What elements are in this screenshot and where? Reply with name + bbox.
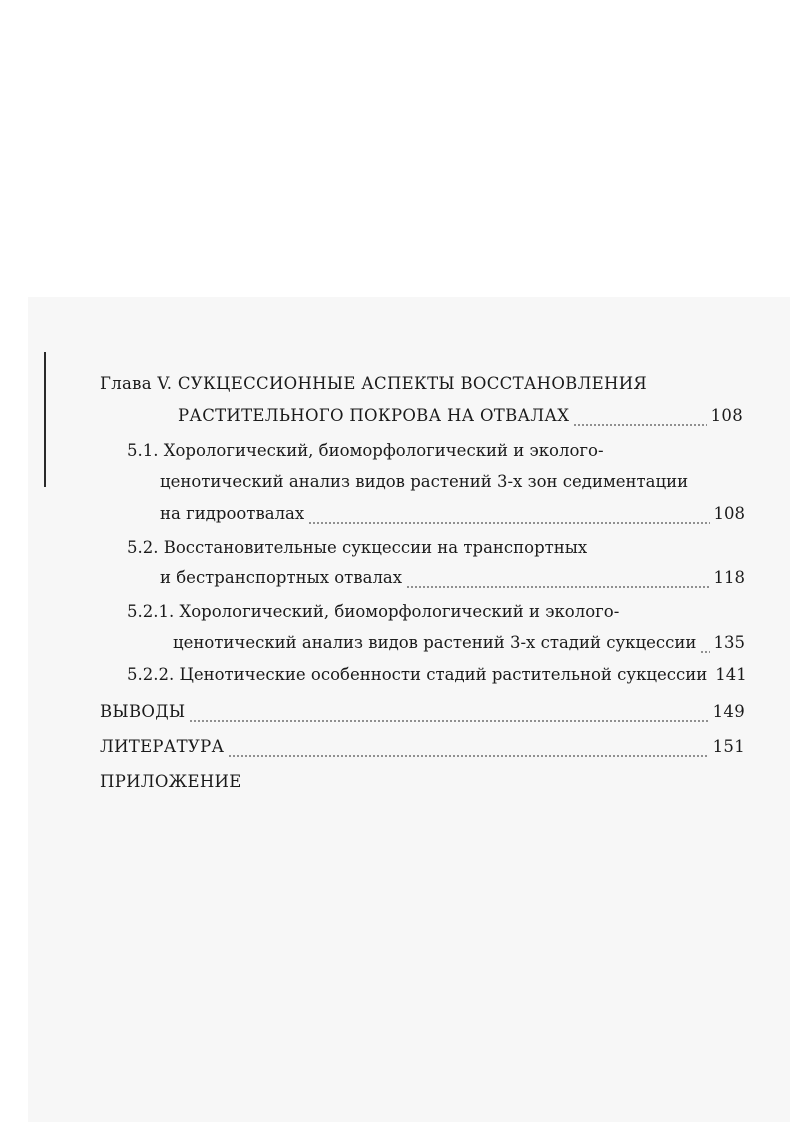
page-number: 108: [713, 504, 745, 523]
section-5-2-1-line1: 5.2.1. Хорологический, биоморфологический и эколого-: [127, 602, 620, 621]
literature-label: ЛИТЕРАТУРА: [100, 737, 225, 756]
page-number: 108: [710, 406, 743, 425]
toc-entry-5-1[interactable]: [160, 503, 745, 525]
page-number: 151: [712, 737, 745, 756]
toc-entry-chapter5[interactable]: [178, 405, 743, 427]
page-number: 135: [713, 633, 745, 652]
toc-entry-5-2[interactable]: [160, 567, 745, 589]
toc-entry-5-2-1[interactable]: [173, 632, 745, 654]
toc-entry-literature[interactable]: [100, 736, 745, 758]
dot-leader: [308, 519, 709, 525]
section-5-1-line2: ценотический анализ видов растений 3-х зон седиментации: [160, 472, 689, 491]
section-5-2-line2: и бестранспортных отвалах: [160, 568, 403, 587]
page-number: 149: [712, 702, 745, 721]
page-number: 118: [713, 568, 745, 587]
section-5-2-line1: 5.2. Восстановительные сукцессии на транспортных: [127, 538, 588, 557]
dot-leader: [189, 717, 708, 723]
toc-entry-conclusions[interactable]: [100, 701, 745, 723]
section-5-1-line3: на гидроотвалах: [160, 504, 305, 523]
section-5-2-2-line1: 5.2.2. Ценотические особенности стадий растительной сукцессии: [127, 665, 708, 684]
scan-margin-mark: [44, 352, 46, 487]
chapter-heading-line2: РАСТИТЕЛЬНОГО ПОКРОВА НА ОТВАЛАХ: [178, 406, 570, 425]
section-5-1-line1: 5.1. Хорологический, биоморфологический и эколого-: [127, 441, 604, 460]
chapter-heading-line1: Глава V. СУКЦЕССИОННЫЕ АСПЕКТЫ ВОССТАНОВЛЕНИЯ: [100, 374, 648, 393]
page-number: 141: [715, 665, 747, 684]
dot-leader: [228, 752, 708, 758]
conclusions-label: ВЫВОДЫ: [100, 702, 186, 721]
appendix-label[interactable]: ПРИЛОЖЕНИЕ: [100, 772, 242, 791]
dot-leader: [406, 583, 709, 589]
dot-leader: [700, 648, 709, 654]
dot-leader: [573, 421, 706, 427]
toc-entry-5-2-2[interactable]: [127, 664, 745, 686]
section-5-2-1-line2: ценотический анализ видов растений 3-х стадий сукцессии: [173, 633, 697, 652]
